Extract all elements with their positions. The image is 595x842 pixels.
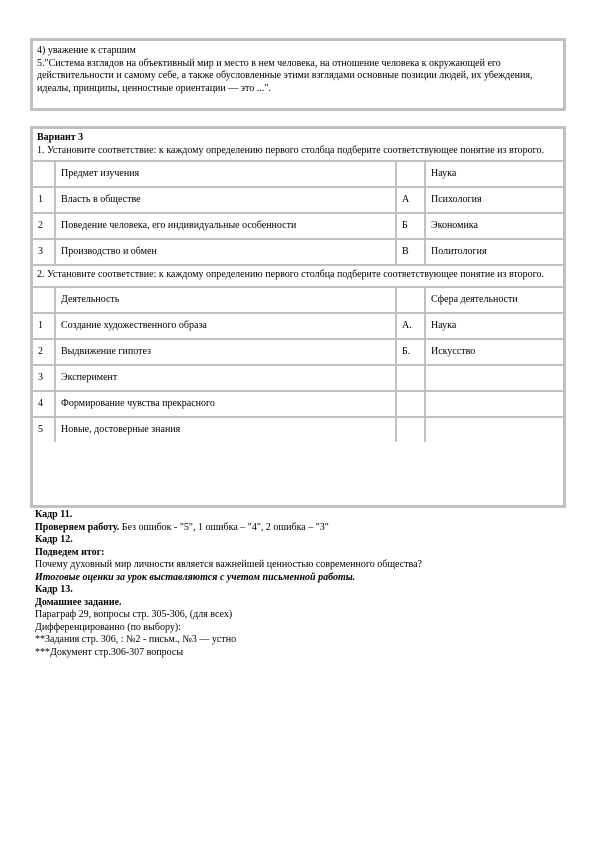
table-cell: 1 [33, 313, 55, 339]
task-2-text: 2. Установите соответствие: к каждому определению первого столбца подберите соответствующее понятие из второго. [37, 269, 545, 280]
frame-13-heading: Кадр 13. [35, 584, 73, 595]
check-work-label: Проверяем работу. [35, 521, 120, 533]
frame-11-heading: Кадр 11. [35, 509, 73, 520]
matching-table-1 [33, 160, 563, 266]
table-cell: 2 [33, 339, 55, 365]
table-cell: А. [396, 313, 425, 339]
table-cell: Эксперимент [55, 365, 396, 391]
table-cell: Власть в обществе [55, 187, 396, 213]
table-cell [425, 365, 563, 391]
homework-heading: Домашнее задание. [35, 596, 122, 608]
table-cell: Наука [425, 161, 563, 187]
task-1-text: 1. Установите соответствие: к каждому определению первого столбца подберите соответствующее понятие из второго. [37, 144, 545, 156]
table-cell: Наука [425, 313, 563, 339]
table-row [33, 417, 563, 442]
homework-line-1: Параграф 29, вопросы стр. 305-306, (для всех) [35, 609, 233, 620]
table-cell [396, 391, 425, 417]
table-cell [425, 391, 563, 417]
table-header-row [33, 287, 563, 313]
table-cell: Б. [396, 339, 425, 365]
table-cell: 3 [33, 365, 55, 391]
table-cell: А [396, 187, 425, 213]
table-row [33, 339, 563, 365]
matching-table-2 [33, 286, 563, 442]
table-cell: Политология [425, 239, 563, 265]
table-row [33, 391, 563, 417]
table-cell [425, 417, 563, 442]
table-cell: В [396, 239, 425, 265]
table-row [33, 239, 563, 265]
table-cell: Экономика [425, 213, 563, 239]
table-cell: Сфера деятельности [425, 287, 563, 313]
grades-note: Итоговые оценки за урок выставляются с учетом письменной работы. [35, 571, 356, 583]
table-cell: Б [396, 213, 425, 239]
table-row [33, 313, 563, 339]
homework-line-3: **Задания стр. 306, : №2 - письм., №3 — устно [35, 634, 237, 645]
table-row [33, 213, 563, 239]
table-cell: Формирование чувства прекрасного [55, 391, 396, 417]
variant-intro [33, 129, 563, 157]
table-cell: Производство и обмен [55, 239, 396, 265]
table-cell: 4 [33, 391, 55, 417]
variant-3-box [30, 126, 566, 508]
table-row [33, 187, 563, 213]
grading-criteria: Без ошибок - "5", 1 ошибка – "4", 2 ошибка – "3" [119, 521, 329, 533]
table-cell: 5 [33, 417, 55, 442]
table-cell: 2 [33, 213, 55, 239]
table-cell: Искусство [425, 339, 563, 365]
variant-title: Вариант 3 [37, 132, 84, 143]
table-cell: Поведение человека, его индивидуальные особенности [55, 213, 396, 239]
table-cell [33, 287, 55, 313]
check-work-line [35, 522, 565, 535]
table-cell [396, 161, 425, 187]
table-cell: Новые, достоверные знания [55, 417, 396, 442]
table-cell: Деятельность [55, 287, 396, 313]
table-cell: 1 [33, 187, 55, 213]
table-cell: Психология [425, 187, 563, 213]
lesson-continuation [35, 509, 565, 659]
table-cell: Выдвижение гипотез [55, 339, 396, 365]
table-cell: Создание художественного образа [55, 313, 396, 339]
table-cell [33, 161, 55, 187]
table-cell: Предмет изучения [55, 161, 396, 187]
frame-12-heading: Кадр 12. [35, 534, 73, 545]
table-cell [396, 287, 425, 313]
homework-line-2: Дифференцированно (по выбору): [35, 621, 181, 633]
table-row [33, 365, 563, 391]
question-5: 5."Система взглядов на объективный мир и место в нем человека, на отношение человека к окружающей его действительности и самому себе, а также обусловленные этими взглядами основные позиции людей, их убеждения, идеалы, принципы, ценностные ориентации — это ...". [37, 57, 533, 94]
table-cell [396, 417, 425, 442]
homework-line-4: ***Документ стр.306-307 вопросы [35, 646, 184, 658]
option-4: 4) уважение к старшим [37, 45, 136, 56]
table-header-row [33, 161, 563, 187]
table-cell [396, 365, 425, 391]
table-cell: 3 [33, 239, 55, 265]
summary-question: Почему духовный мир личности является важнейшей ценностью современного общества? [35, 559, 422, 570]
previous-task-box [30, 38, 566, 111]
summary-heading: Подведем итог: [35, 546, 105, 558]
